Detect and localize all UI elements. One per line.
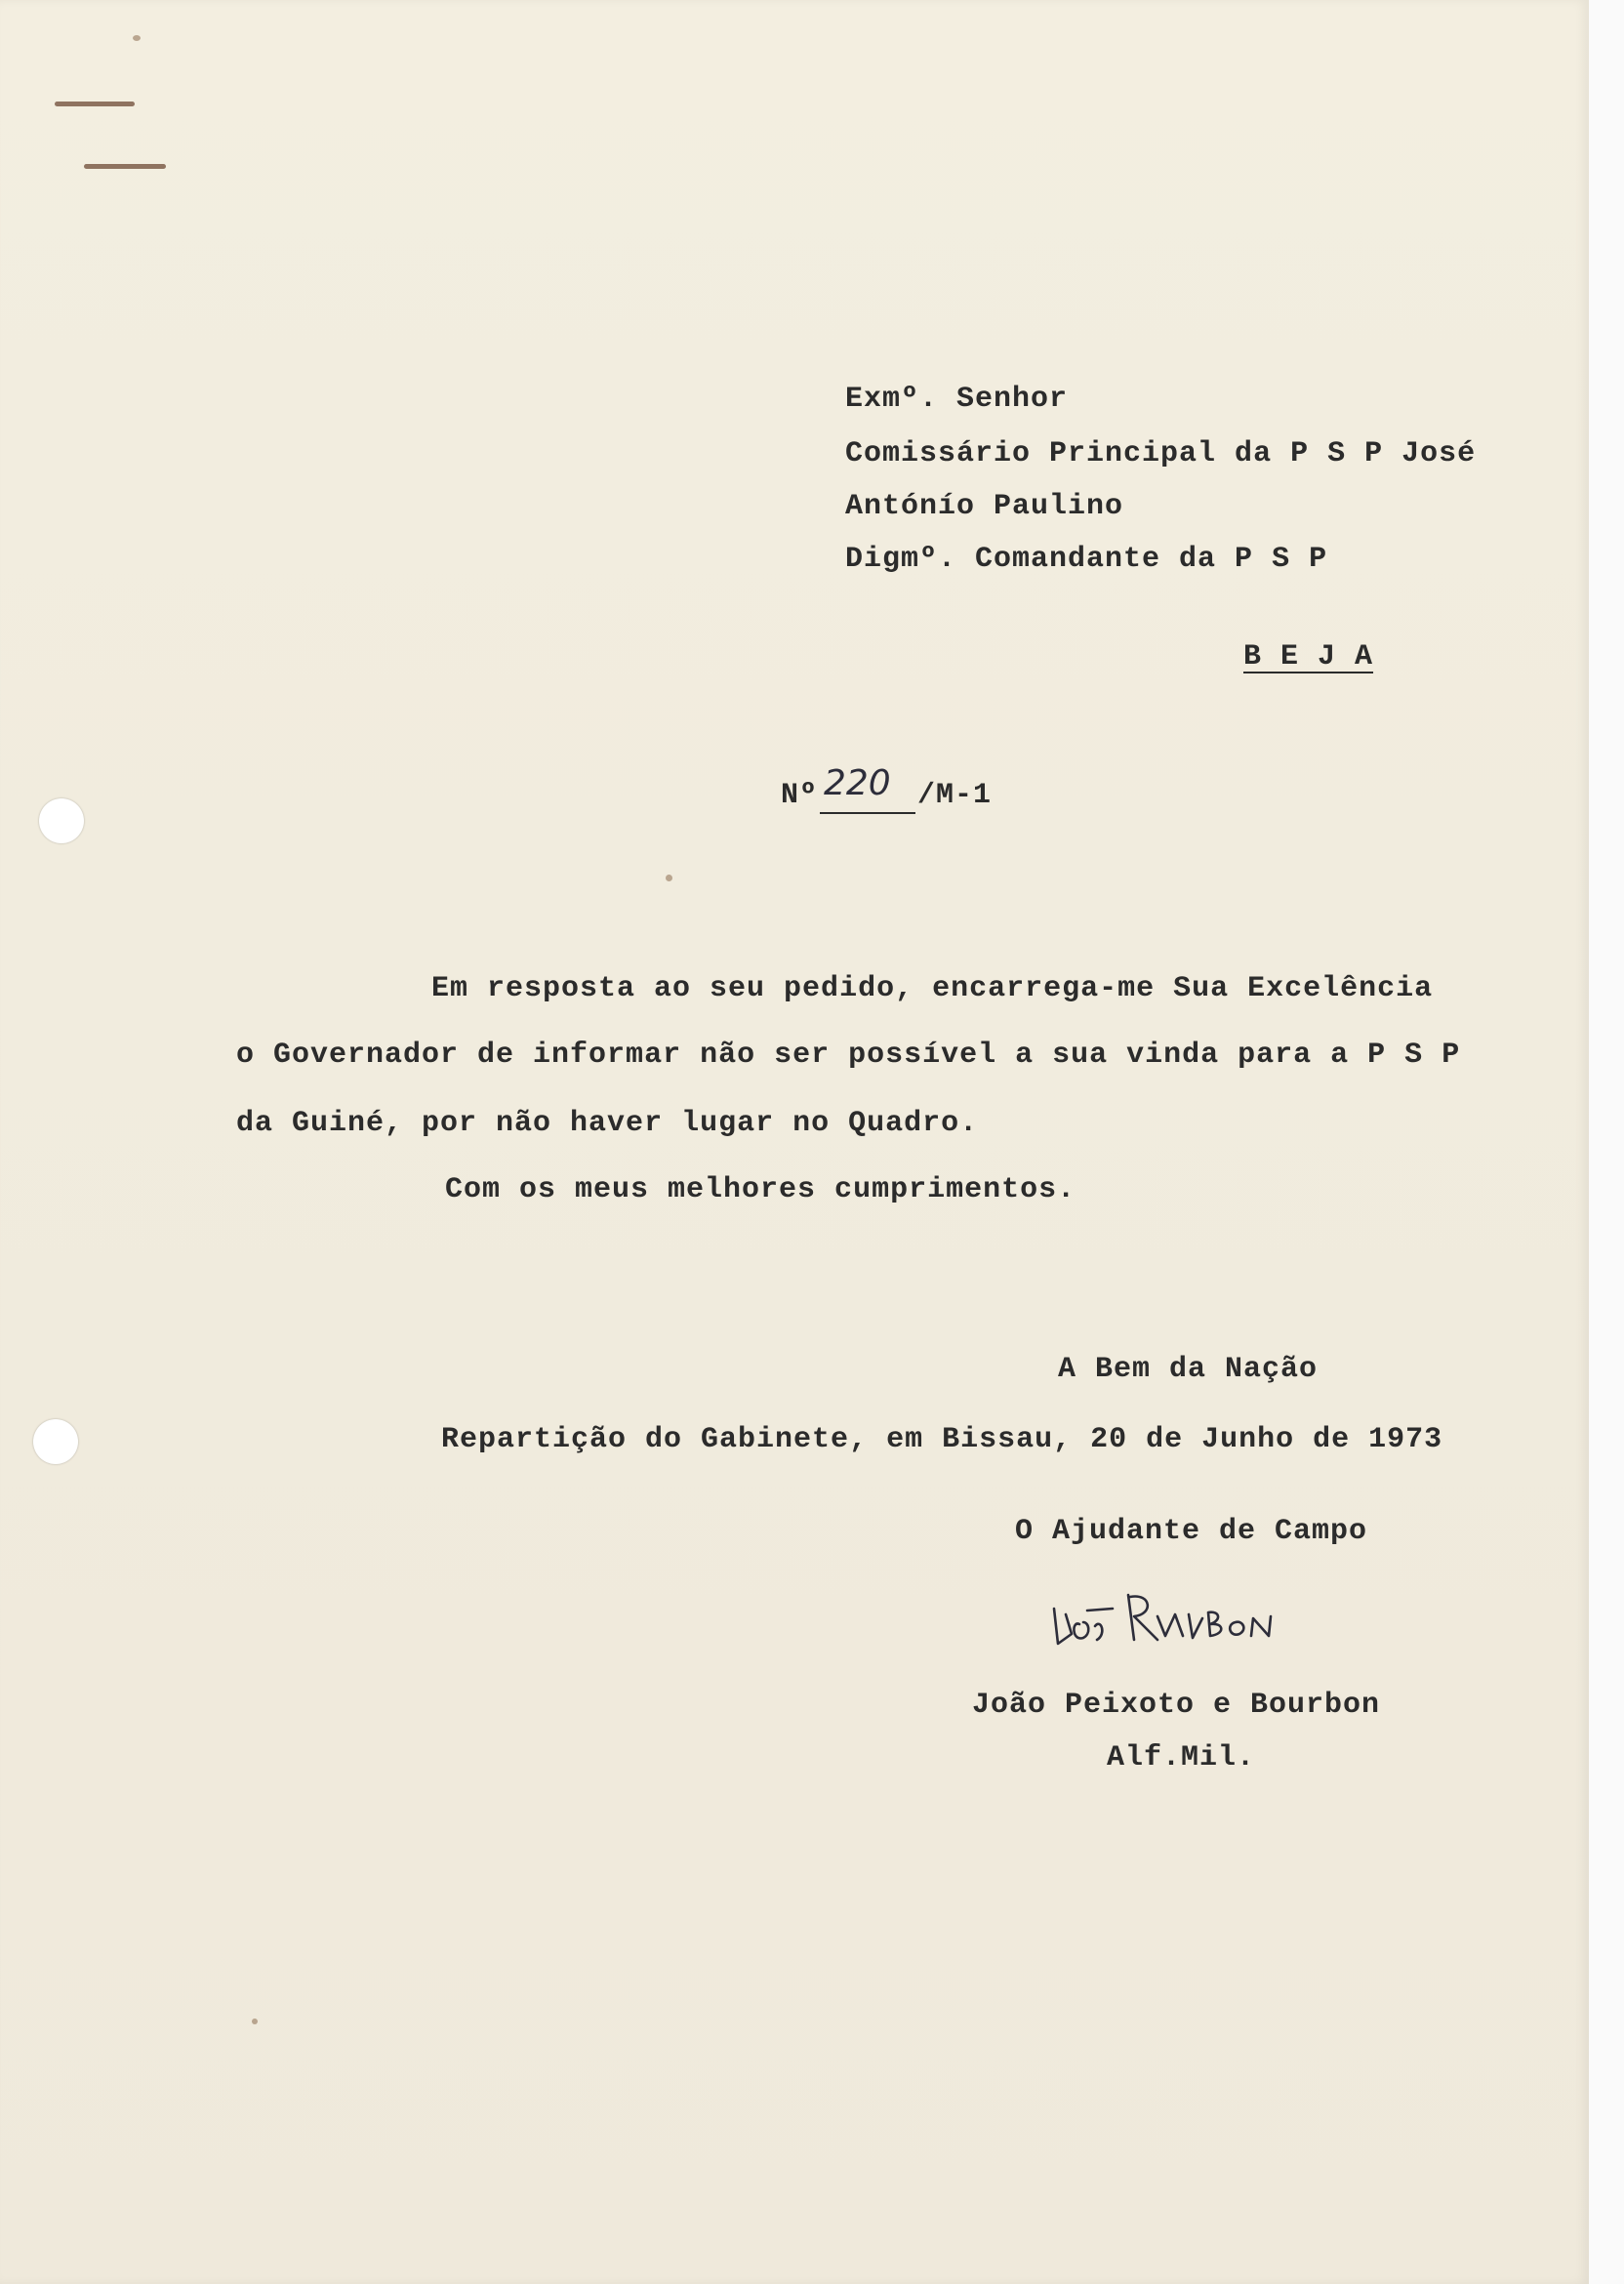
reference-prefix: Nº xyxy=(781,779,819,812)
reference-underline xyxy=(820,812,915,814)
signer-rank: Alf.Mil. xyxy=(1107,1741,1256,1774)
paper-stain xyxy=(133,35,141,41)
body-line-2: o Governador de informar não ser possível a sua vinda para a P S P xyxy=(236,1039,1461,1072)
signature xyxy=(1044,1575,1298,1663)
scan-margin xyxy=(1589,0,1624,2284)
addressee-salutation: Exmº. Senhor xyxy=(845,383,1069,416)
body-line-1: Em resposta ao seu pedido, encarrega-me Sua Excelência xyxy=(431,972,1434,1005)
paper-stain xyxy=(666,875,672,881)
addressee-line-3: Digmº. Comandante da P S P xyxy=(845,543,1328,576)
signer-name: João Peixoto e Bourbon xyxy=(972,1689,1381,1722)
closing-line: Com os meus melhores cumprimentos. xyxy=(445,1173,1076,1206)
staple-mark xyxy=(55,102,135,106)
punch-hole xyxy=(39,798,84,843)
staple-mark xyxy=(84,164,166,169)
motto: A Bem da Nação xyxy=(1058,1353,1319,1386)
addressee-line-1: Comissário Principal da P S P José xyxy=(845,437,1477,470)
reference-suffix: /M-1 xyxy=(917,779,993,812)
addressee-line-2: Antónío Paulino xyxy=(845,490,1124,523)
signer-role: O Ajudante de Campo xyxy=(1015,1515,1368,1548)
punch-hole xyxy=(33,1419,78,1464)
paper-stain xyxy=(252,2019,258,2024)
body-line-3: da Guiné, por não haver lugar no Quadro. xyxy=(236,1107,979,1140)
place-and-date: Repartição do Gabinete, em Bissau, 20 de Junho de 1973 xyxy=(441,1423,1443,1456)
addressee-city: B E J A xyxy=(1243,640,1374,673)
reference-handwritten-number: 220 xyxy=(824,763,891,803)
